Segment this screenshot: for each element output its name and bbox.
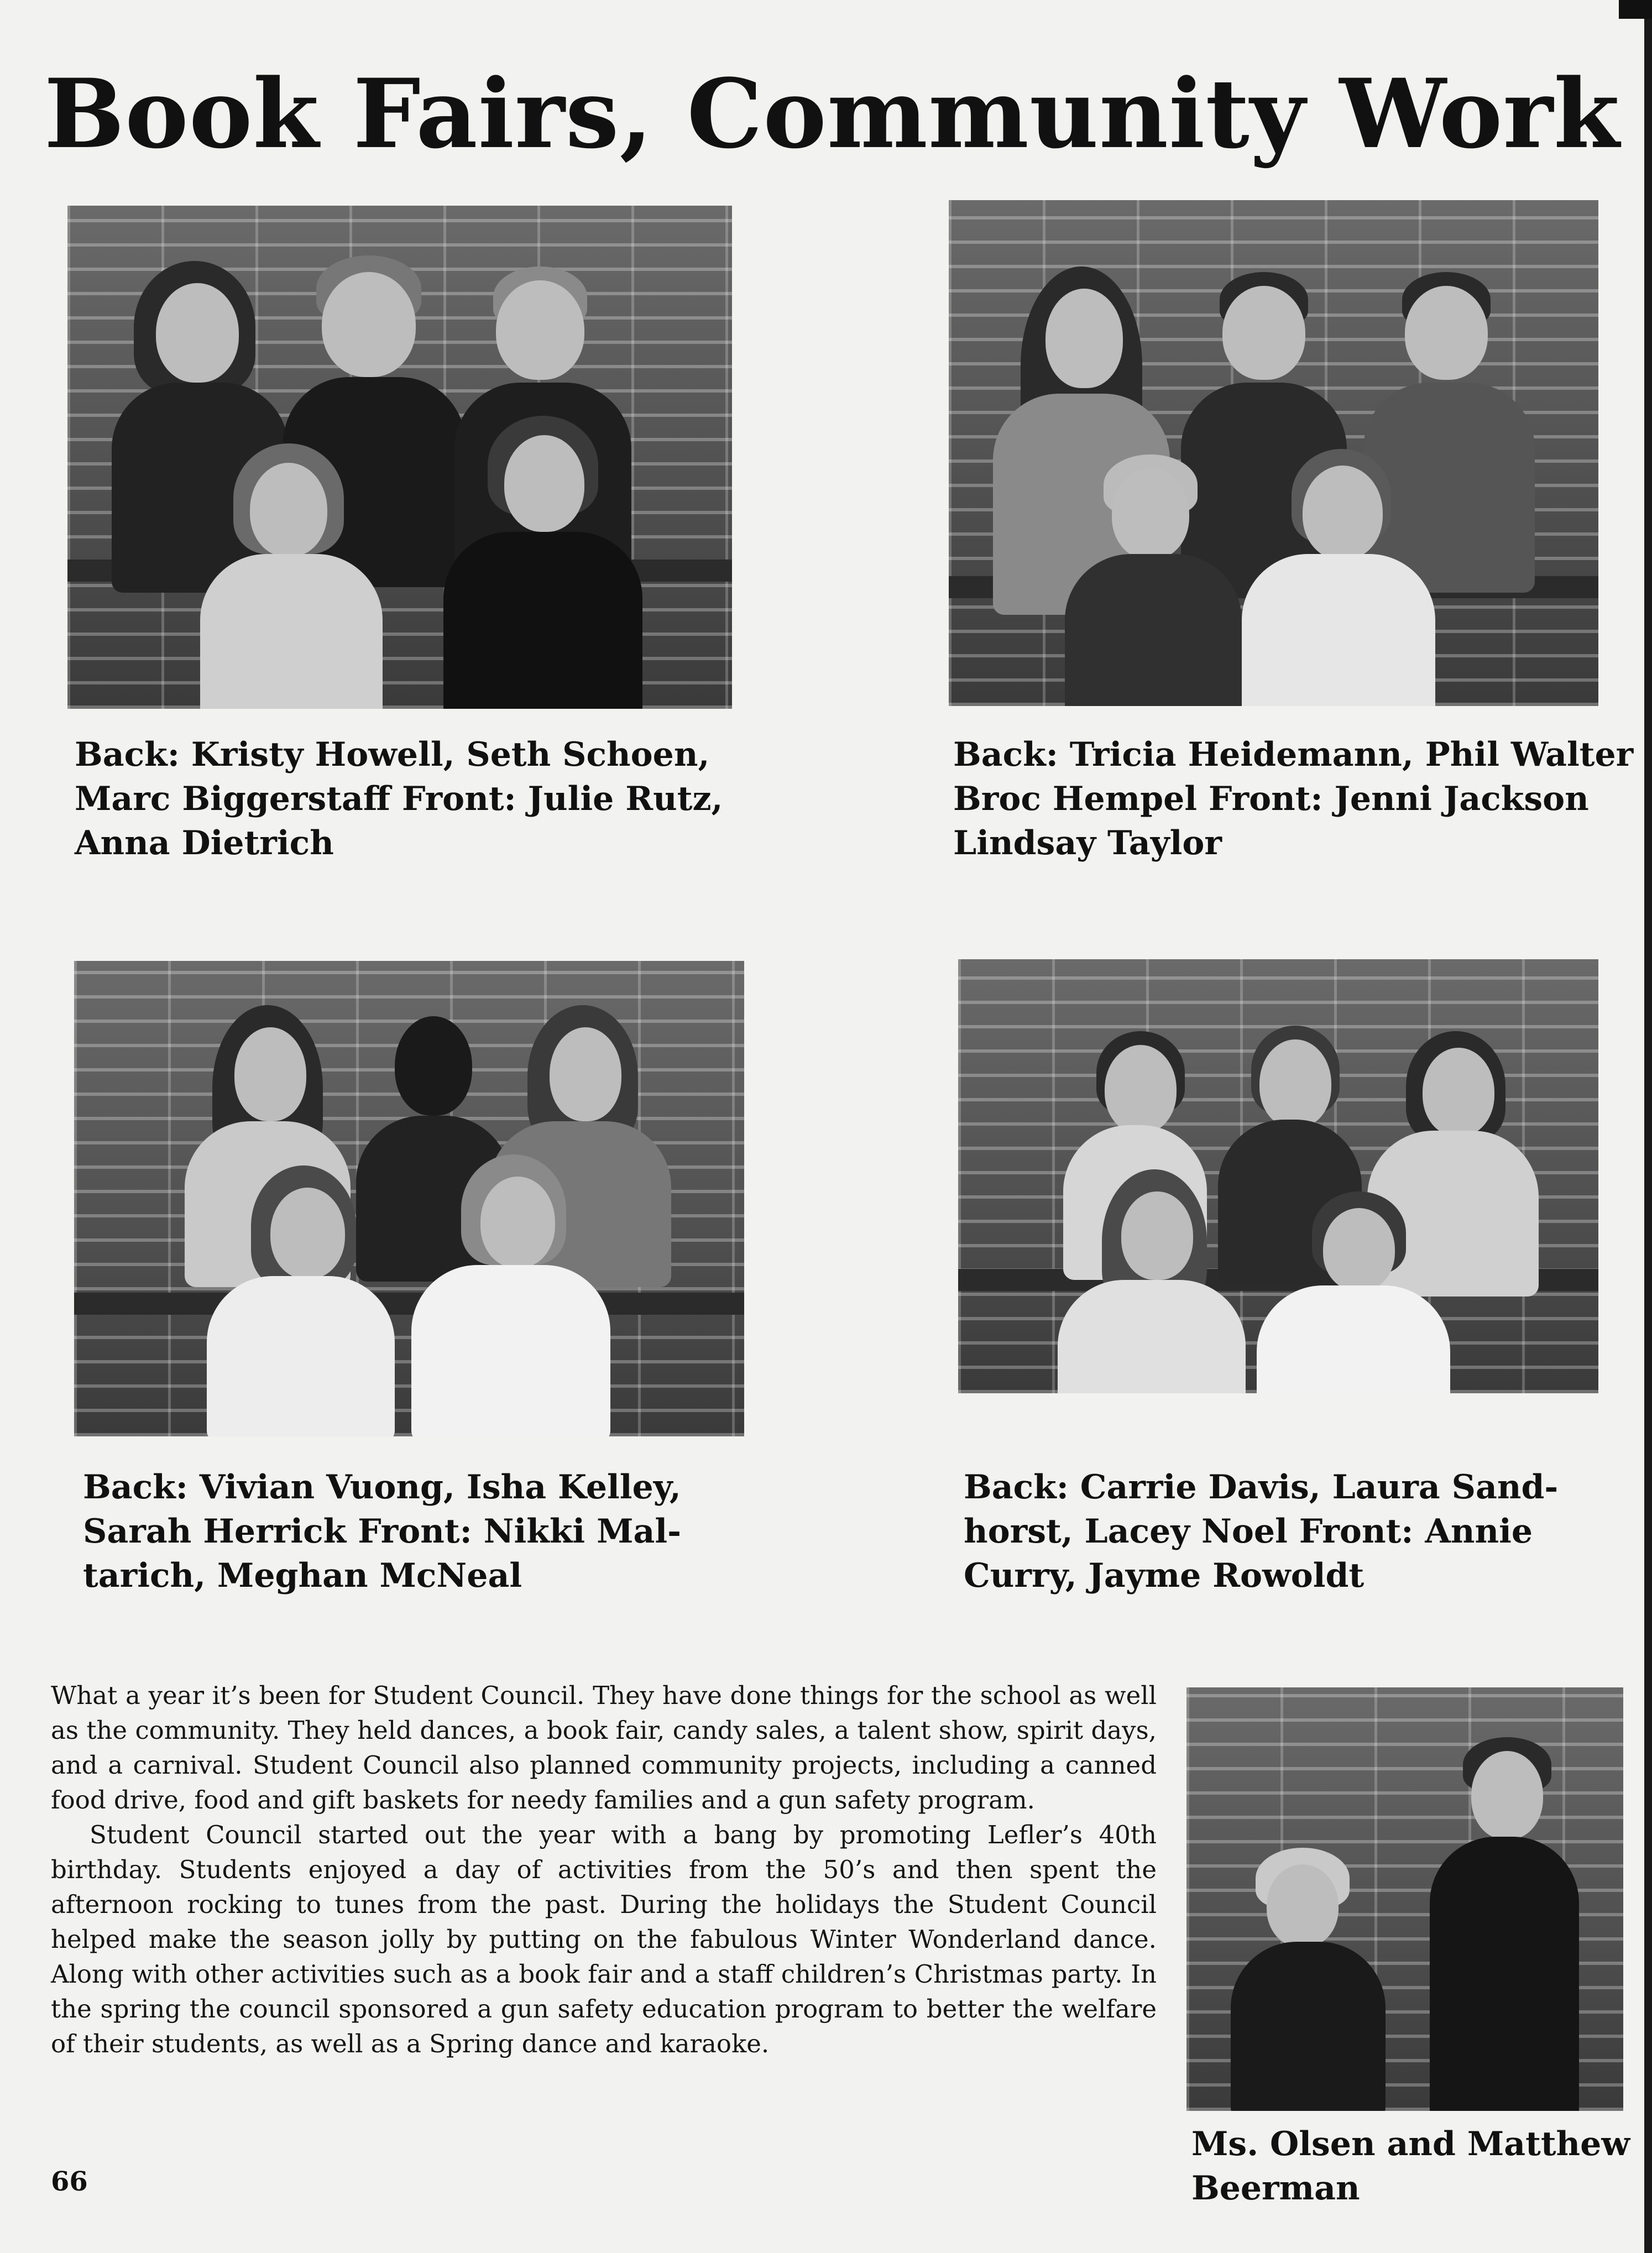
photo-2-caption: Back: Tricia Heidemann, Phil Walter Broc Hempel Front: Jenni Jackson Lindsay Taylor <box>953 735 1634 862</box>
page-number: 66 <box>51 2166 88 2197</box>
group-photo-1 <box>67 206 732 709</box>
award-photo-caption: Ms. Olsen and Matthew Beerman <box>1191 2125 1630 2208</box>
photo-4-caption: Back: Carrie Davis, Laura Sand- horst, Lacey Noel Front: Annie Curry, Jayme Rowoldt <box>964 1468 1559 1595</box>
article-paragraph-2: Student Council started out the year with a bang by promoting Lefler’s 40th birthday. Students enjoyed a day of activities from the 50’s and then spent the afternoon rocking to tunes from the past. During the holidays the Student Council helped make the season jolly by putting on the fabulous Winter Wonderland dance. Along with other activities such as a book fair and a staff children’s Christmas party. In the spring the council sponsored a gun safety education program to better the welfare of their students, as well as a Spring dance and karaoke. <box>51 1820 1157 2058</box>
page-edge-mark <box>1619 0 1652 19</box>
award-photo <box>1186 1687 1623 2111</box>
group-photo-3 <box>74 961 744 1436</box>
page-edge <box>1644 0 1652 2253</box>
group-photo-2 <box>949 200 1598 706</box>
article-paragraph-1: What a year it’s been for Student Council. They have done things for the school as well as the community. They held dances, a book fair, candy sales, a talent show, spirit days, and a carnival. Student Council also planned community projects, including a canned food drive, food and gift baskets for needy families and a gun safety program. <box>51 1681 1157 1815</box>
photo-1-caption: Back: Kristy Howell, Seth Schoen, Marc Biggerstaff Front: Julie Rutz, Anna Dietrich <box>75 735 723 862</box>
group-photo-4 <box>958 959 1598 1393</box>
photo-3-caption: Back: Vivian Vuong, Isha Kelley, Sarah Herrick Front: Nikki Mal- tarich, Meghan McNeal <box>83 1468 682 1595</box>
page-title: Book Fairs, Community Work <box>44 57 1620 170</box>
article-text <box>51 1678 1157 2061</box>
